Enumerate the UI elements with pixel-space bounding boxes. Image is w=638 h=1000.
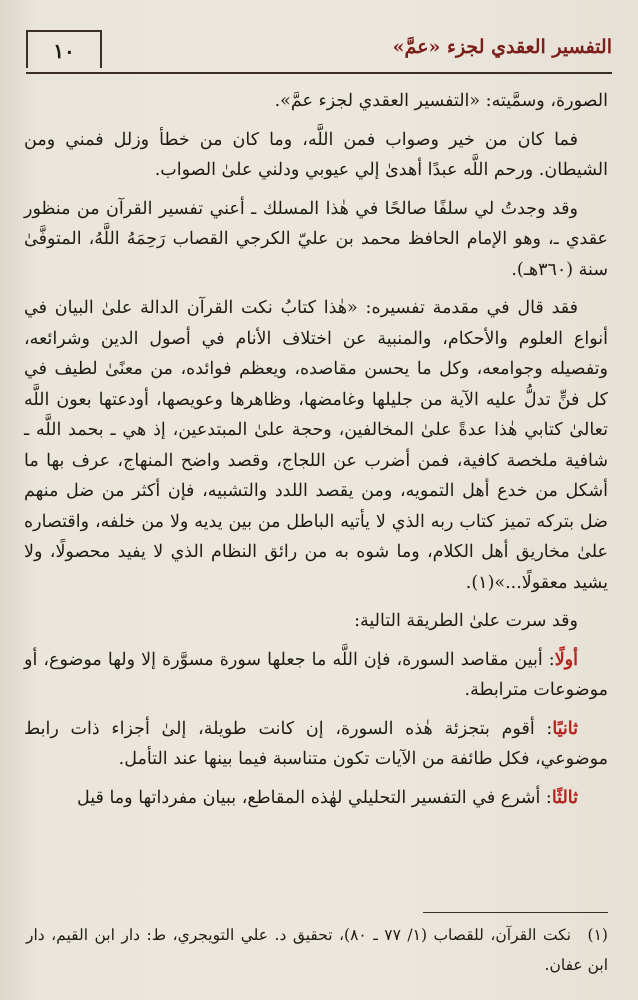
running-title: التفسير العقدي لجزء «عمَّ» [392, 36, 612, 58]
paragraph-text: : أقوم بتجزئة هٰذه السورة، إن كانت طويلة، إلىٰ أجزاء ذات رابط موضوعي، فكل طائفة من الآيات تكون متناسبة فيما بينها عند التأمل. [24, 718, 608, 769]
paragraph [24, 194, 608, 286]
paragraph-text: : أشرع في التفسير التحليلي لهٰذه المقاطع، ببيان مفرداتها وما قيل [77, 787, 552, 808]
paragraph-text: وقد وجدتُ لي سلفًا صالحًا في هٰذا المسلك ـ أعني تفسير القرآن من منظور عقدي ـ، وهو الإمام الحافظ محمد بن عليّ الكرجي القصاب رَحِمَهُ اللَّهُ، المتوفَّىٰ سنة (٣٦٠هـ). [24, 198, 608, 280]
paragraph [24, 606, 608, 637]
paragraph [24, 783, 608, 814]
footnote [26, 920, 608, 980]
paragraph [24, 645, 608, 706]
enumeration-label: ثانيًا [552, 718, 578, 739]
footnote-text: نكت القرآن، للقصاب (١/ ٧٧ ـ ٨٠)، تحقيق د. علي التويجري، ط: دار ابن القيم، دار ابن عفان. [26, 926, 608, 974]
body-text [24, 86, 608, 821]
footnote-number: (١) [587, 926, 608, 944]
page-header [26, 30, 612, 74]
page-number: ١٠ [26, 30, 102, 68]
paragraph-text: . [465, 572, 472, 593]
footnote-separator [423, 912, 608, 913]
paragraph [24, 125, 608, 186]
paragraph-text: : أبين مقاصد السورة، فإن اللَّه ما جعلها سورة مسوَّرة إلا ولها موضوع، أو موضوعات مترابطة. [24, 649, 608, 700]
paragraph-text: وقد سرت علىٰ الطريقة التالية: [354, 611, 578, 631]
paragraph [24, 714, 608, 775]
enumeration-label: أولًا [554, 649, 578, 670]
paragraph-text: فقد قال في مقدمة تفسيره: «هٰذا كتابُ نكت القرآن الدالة علىٰ البيان في أنواع العلوم والأحكام، والمنبية عن اختلاف الأنام في أصول الدين وشرائعه، وتفصيله وجوامعه، وكل ما يحسن مقاصده، ويعظم فوائده، من معنًىٰ لطيف في كل فنٍّ تدلُّ عليه الآية من جليلها وغامضها، وظاهرها وعويصها، أودعتها بعون اللَّه تعالىٰ كتابي هٰذا عدةً علىٰ المخالفين، وحجة علىٰ المبتدعين، إذ هي ـ بحمد اللَّه ـ شافية ملخصة كافية، فمن أضرب عن اللجاج، وقصد واضح المنهاج، عرف بها ما أشكل من خدع أهل التمويه، ومن يقصد اللدد والتشبيه، فإن أكثر من ضل منهم ضل بتركه تميز كتاب ربه الذي لا يأتيه الباطل من بين يديه ولا من خلفه، واقتصاره علىٰ مخاريق أهل الكلام، وما شوه به من رائق النظام الذي لا يفيد محصولًا، ولا يشيد معقولًا...» [24, 298, 608, 593]
paragraph-text: الصورة، وسمَّيته: «التفسير العقدي لجزء عمَّ». [274, 91, 608, 111]
enumeration-label: ثالثًا [551, 787, 578, 808]
footnote-reference: (١) [471, 572, 495, 593]
paragraph [24, 293, 608, 598]
paragraph [24, 86, 608, 117]
paragraph-text: فما كان من خير وصواب فمن اللَّه، وما كان من خطأ وزلل فمني ومن الشيطان. ورحم اللَّه عبدًا أهدىٰ إلي عيوبي ودلني علىٰ الصواب. [24, 129, 608, 180]
